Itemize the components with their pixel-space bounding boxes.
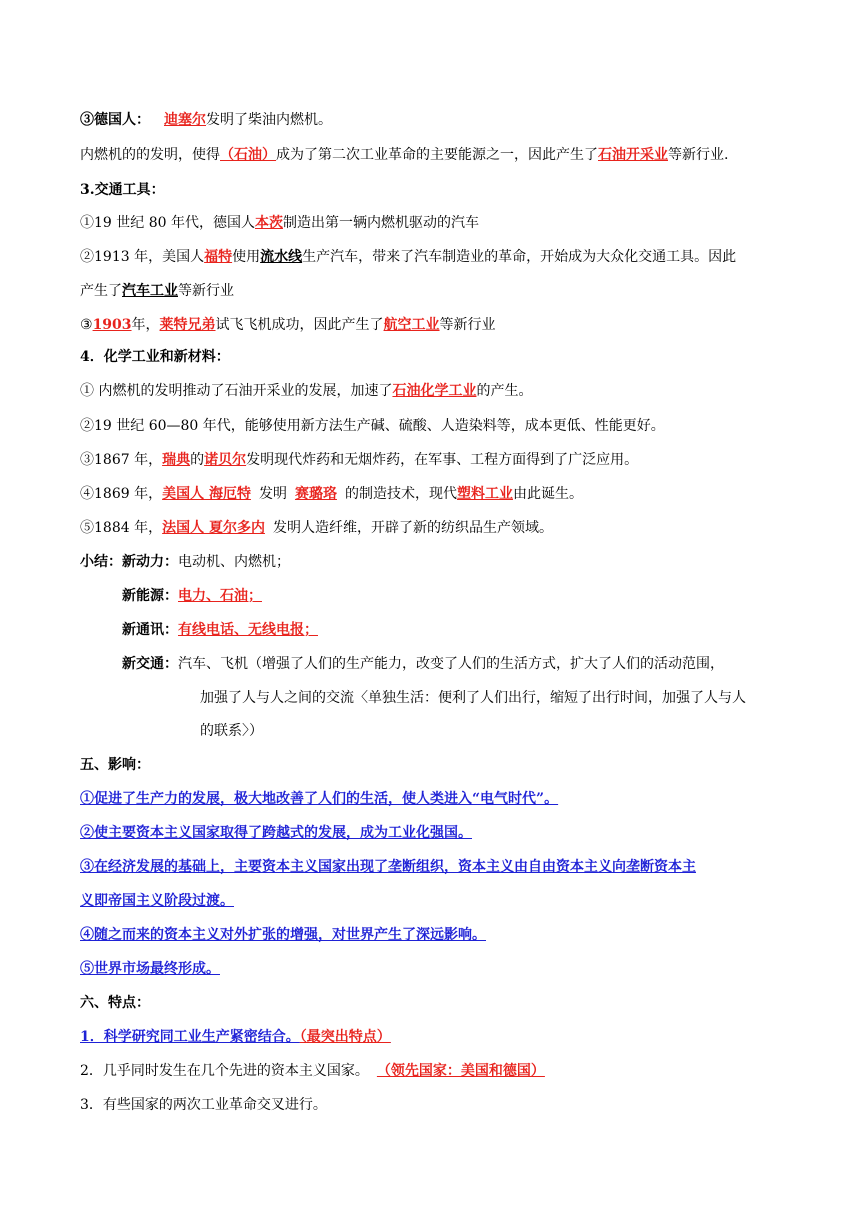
summary-comm-line bbox=[122, 620, 318, 640]
answer-oil-extraction: 石油开采业 bbox=[598, 147, 668, 163]
text: 的 bbox=[190, 452, 205, 468]
text: 发明现代炸药和无烟炸药，在军事、工程方面得到了广泛应用。 bbox=[246, 452, 639, 468]
text: ④1869 年， bbox=[80, 486, 163, 502]
text: 的制造技术，现代 bbox=[344, 486, 457, 502]
text: 电动机、内燃机； bbox=[178, 554, 290, 570]
text-diesel-engine: 发明了柴油内燃机。 bbox=[206, 112, 332, 128]
text: ②1913 年，美国人 bbox=[80, 249, 205, 265]
new-energy-label: 新能源： bbox=[122, 588, 178, 604]
text: ③ bbox=[80, 317, 93, 333]
impact-3: ③在经济发展的基础上，主要资本主义国家出现了垄断组织，资本主义由自由资本主义向垄断资本主 bbox=[80, 859, 696, 875]
text: ⑤1884 年， bbox=[80, 520, 163, 536]
chemicals-line: ②19 世纪 60—80 年代，能够使用新方法生产碱、硫酸、人造染料等，成本更低、性能更好。 bbox=[80, 418, 665, 434]
summary-energy-line bbox=[122, 586, 262, 606]
summary-label: 小结： bbox=[80, 554, 122, 570]
text: 2．几乎同时发生在几个先进的资本主义国家。 bbox=[80, 1063, 369, 1079]
text: 制造出第一辆内燃机驱动的汽车 bbox=[282, 215, 479, 231]
text: 等新行业 bbox=[178, 283, 234, 299]
answer-hyatt: 美国人 海厄特 bbox=[162, 486, 251, 502]
new-transport-label: 新交通： bbox=[122, 656, 178, 672]
text: 的产生。 bbox=[476, 383, 533, 399]
answer-auto-industry: 汽车工业 bbox=[122, 283, 178, 299]
impact-2: ②使主要资本主义国家取得了跨越式的发展，成为工业化强国。 bbox=[80, 825, 472, 841]
answer-ford: 福特 bbox=[204, 249, 233, 265]
chardonnet-line bbox=[80, 518, 553, 538]
feature-3: 3．有些国家的两次工业革命交叉进行。 bbox=[80, 1097, 327, 1113]
text: ① 内燃机的发明推动了石油开采业的发展，加速了 bbox=[80, 383, 393, 399]
answer-aviation: 航空工业 bbox=[383, 317, 440, 333]
text: 内燃机的的发明，使得 bbox=[80, 147, 220, 163]
answer-energy: 电力、石油； bbox=[178, 588, 262, 604]
wright-line bbox=[80, 315, 496, 335]
text: 等新行业 bbox=[439, 317, 496, 333]
feature-1 bbox=[80, 1027, 391, 1047]
text: 由此诞生。 bbox=[512, 486, 583, 502]
heading-transport: 3.交通工具： bbox=[80, 182, 165, 198]
answer-sweden: 瑞典 bbox=[162, 452, 191, 468]
text: 使用 bbox=[232, 249, 261, 265]
transport-end-line: 的联系〉） bbox=[200, 723, 263, 739]
answer-benz: 本茨 bbox=[254, 215, 283, 231]
feature-2 bbox=[80, 1061, 545, 1081]
hyatt-line bbox=[80, 484, 583, 504]
answer-celluloid: 赛璐珞 bbox=[294, 486, 337, 502]
nobel-line bbox=[80, 450, 638, 470]
new-comm-label: 新通讯： bbox=[122, 622, 178, 638]
text: ③1867 年， bbox=[80, 452, 163, 468]
answer-diesel: 迪塞尔 bbox=[164, 112, 206, 128]
label-germans: ③德国人： bbox=[80, 112, 150, 128]
answer-chardonnet: 法国人 夏尔多内 bbox=[162, 520, 265, 536]
heading-chemical: 4．化学工业和新材料： bbox=[80, 349, 230, 365]
answer-1903: 1903 bbox=[92, 317, 132, 333]
text: 生产汽车，带来了汽车制造业的革命，开始成为大众化交通工具。因此 bbox=[302, 249, 737, 265]
text: 成为了第二次工业革命的主要能源之一，因此产生了 bbox=[276, 147, 598, 163]
impact-1: ①促进了生产力的发展，极大地改善了人们的生活，使人类进入“电气时代”。 bbox=[80, 791, 559, 807]
summary-transport-line bbox=[122, 654, 724, 674]
text: ①19 世纪 80 年代，德国人 bbox=[80, 215, 255, 231]
heading-features: 六、特点： bbox=[80, 995, 150, 1011]
answer-wright-brothers: 莱特兄弟 bbox=[159, 317, 216, 333]
german-inventor-line bbox=[80, 110, 332, 130]
ford-line bbox=[80, 247, 736, 267]
heading-impact: 五、影响： bbox=[80, 757, 150, 773]
text: 试飞飞机成功，因此产生了 bbox=[215, 317, 384, 333]
impact-3-cont: 义即帝国主义阶段过渡。 bbox=[80, 893, 234, 909]
answer-comm: 有线电话、无线电报； bbox=[178, 622, 318, 638]
engine-invention-line bbox=[80, 145, 728, 165]
text: 1．科学研究同工业生产紧密结合。 bbox=[80, 1029, 300, 1045]
impact-5: ⑤世界市场最终形成。 bbox=[80, 961, 220, 977]
text: 年， bbox=[131, 317, 160, 333]
text: 等新行业. bbox=[668, 147, 729, 163]
text: 汽车、飞机（增强了人们的生产能力，改变了人们的生活方式，扩大了人们的活动范围， bbox=[178, 656, 724, 672]
auto-industry-line bbox=[80, 281, 234, 301]
text: 发明 bbox=[258, 486, 287, 502]
answer-nobel: 诺贝尔 bbox=[204, 452, 247, 468]
text: 产生了 bbox=[80, 283, 122, 299]
answer-petrochemical: 石油化学工业 bbox=[392, 383, 477, 399]
benz-line bbox=[80, 213, 479, 233]
answer-plastics: 塑料工业 bbox=[456, 486, 513, 502]
feature-2-note: （领先国家：美国和德国） bbox=[376, 1063, 545, 1079]
summary-power-line bbox=[80, 552, 290, 572]
text: 发明人造纤维，开辟了新的纺织品生产领域。 bbox=[272, 520, 553, 536]
new-power-label: 新动力： bbox=[122, 554, 178, 570]
transport-cont-line: 加强了人与人之间的交流〈单独生活：便利了人们出行，缩短了出行时间，加强了人与人 bbox=[200, 690, 746, 706]
answer-assembly-line: 流水线 bbox=[260, 249, 303, 265]
impact-4: ④随之而来的资本主义对外扩张的增强，对世界产生了深远影响。 bbox=[80, 927, 486, 943]
answer-oil: （石油） bbox=[220, 147, 276, 163]
petrochem-line bbox=[80, 381, 532, 401]
feature-1-note: （最突出特点） bbox=[299, 1029, 391, 1045]
